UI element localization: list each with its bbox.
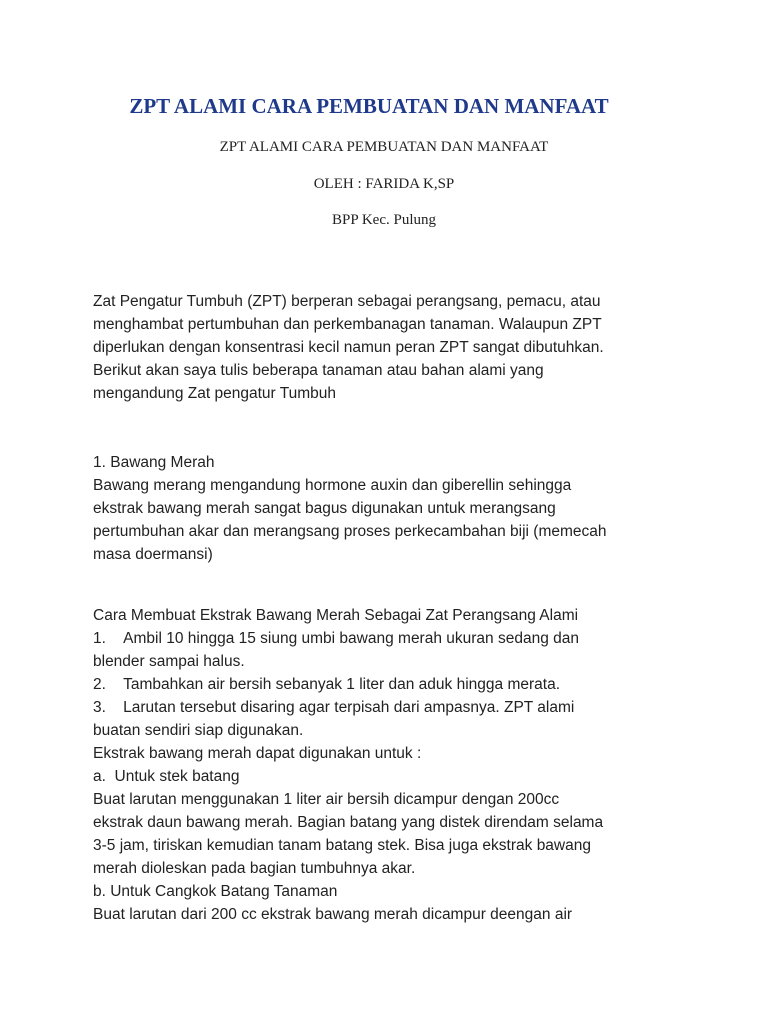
section-heading: Cara Membuat Ekstrak Bawang Merah Sebagai Zat Perangsang Alami: [93, 607, 579, 624]
section-line: merah dioleskan pada bagian tumbuhnya akar.: [93, 860, 416, 877]
section-line: Buat larutan dari 200 cc ekstrak bawang merah dicampur deengan air: [93, 906, 573, 923]
subheading-line: b. Untuk Cangkok Batang Tanaman: [93, 883, 338, 900]
step-line: buatan sendiri siap digunakan.: [93, 722, 304, 739]
section-line: Ekstrak bawang merah dapat digunakan untuk :: [93, 745, 422, 762]
section-line: 3-5 jam, tiriskan kemudian tanam batang stek. Bisa juga ekstrak bawang: [93, 837, 591, 854]
step-line: blender sampai halus.: [93, 653, 245, 670]
subheading-line: a. Untuk stek batang: [93, 768, 240, 785]
section-bawang-merah: [93, 451, 693, 566]
intro-paragraph: [93, 290, 693, 405]
section-line: Buat larutan menggunakan 1 liter air bersih dicampur dengan 200cc: [93, 791, 560, 808]
step-line: 3. Larutan tersebut disaring agar terpisah dari ampasnya. ZPT alami: [93, 699, 575, 716]
step-line: 2. Tambahkan air bersih sebanyak 1 liter dan aduk hingga merata.: [93, 676, 560, 693]
section-line: masa doermansi): [93, 546, 213, 563]
intro-line: mengandung Zat pengatur Tumbuh: [93, 385, 337, 402]
intro-line: menghambat pertumbuhan dan perkembanagan tanaman. Walaupun ZPT: [93, 316, 602, 333]
intro-line: Zat Pengatur Tumbuh (ZPT) berperan sebagai perangsang, pemacu, atau: [93, 293, 601, 310]
intro-line: Berikut akan saya tulis beberapa tanaman atau bahan alami yang: [93, 362, 544, 379]
step-line: 1. Ambil 10 hingga 15 siung umbi bawang merah ukuran sedang dan: [93, 630, 579, 647]
section-heading: 1. Bawang Merah: [93, 454, 215, 471]
document-author: OLEH : FARIDA K,SP: [313, 176, 455, 192]
section-line: pertumbuhan akar dan merangsang proses perkecambahan biji (memecah: [93, 523, 607, 540]
document-office: BPP Kec. Pulung: [331, 212, 437, 228]
section-cara-membuat: [93, 604, 693, 926]
intro-line: diperlukan dengan konsentrasi kecil namun peran ZPT sangat dibutuhkan.: [93, 339, 604, 356]
document-subtitle: ZPT ALAMI CARA PEMBUATAN DAN MANFAAT: [219, 139, 549, 155]
document-title: ZPT ALAMI CARA PEMBUATAN DAN MANFAAT: [129, 94, 609, 118]
section-line: Bawang merang mengandung hormone auxin dan giberellin sehingga: [93, 477, 572, 494]
section-line: ekstrak daun bawang merah. Bagian batang yang distek direndam selama: [93, 814, 604, 831]
section-line: ekstrak bawang merah sangat bagus digunakan untuk merangsang: [93, 500, 556, 517]
